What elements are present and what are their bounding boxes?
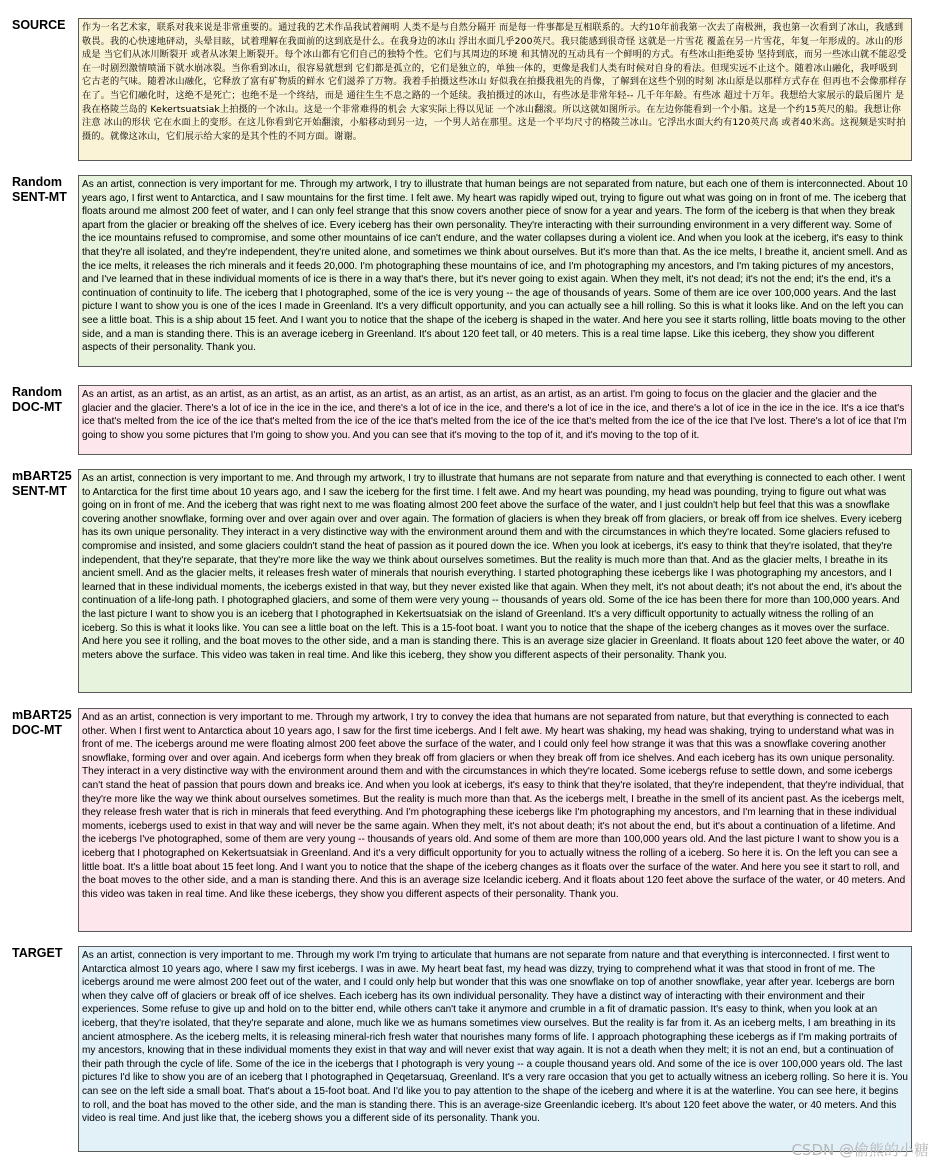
row-label-mbart25-doc-mt: mBART25 DOC-MT: [12, 708, 72, 737]
row-source: [0, 18, 943, 161]
row-label-target: TARGET: [12, 946, 63, 960]
row-label-random-doc-mt: Random DOC-MT: [12, 385, 62, 414]
watermark: CSDN @偷熊的小糖: [791, 1141, 929, 1159]
row-label-random-sent-mt: Random SENT-MT: [12, 175, 67, 204]
row-random-doc-mt: [0, 385, 943, 455]
row-random-sent-mt: [0, 175, 943, 367]
random-doc-mt-text-box: As an artist, as an artist, as an artist, as an artist, as an artist, as an artist, as an artist, as an artist, as an artist, as an artist. I'm going to focus on the glacier and the glacier and the glacier and the glacier. There's a lot of ice in the ice in the ice, and there's a lot of ice in the ice, and there's a lot of ice in the ice, and there's a lot of ice in the ice in the ice. It's a ice that's ice that's melted from the ice of the ice that's melted from the ice of the ice that's melted from the ice of the ice that's melted from the ice of the ice that I've lost. There's a lot of ice that I'm going to show you some pictures that I'm going to show you. And you can see that it's moving to the top of it, and it's moving to the top of it.: [78, 385, 912, 455]
row-label-source: SOURCE: [12, 18, 66, 32]
source-text-box: 作为一名艺术家，联系对我来说是非常重要的。通过我的艺术作品我试着阐明 人类不是与自然分隔开 而是每一件事都是互相联系的。大约10年前我第一次去了南极洲，我也第一次看到了冰山，我感到敬畏。我的心快速地砰动，头晕目眩，试着理解在我面前的这到底是什么。在我身边的冰山 浮出水面几乎200英尺。我只能感到很奇怪 这就是一片雪花 覆盖在另一片雪花，年复一年形成的。冰山的形成是 当它们从冰川断裂开 或者从冰架上断裂开。每个冰山都有它们自己的独特个性。它们与其周边的环境 和其情况的互动具有一个鲜明的方式。有些冰山拒绝妥协 坚持到底，而另一些冰山就不能忍受 在一时剧烈激情喷涌下就水崩冰裂。当你看到冰山，很容易就想到 它们都是孤立的，它们是独立的，单独一体的，更像是我们人类有时候对自身的看法。但现实远不止这个。随着冰山融化，我呼吸到 它古老的气味。随着冰山融化，它释放了富有矿物质的鲜水 它们滋养了万物。我着手拍摄这些冰山 好似我在拍摄我祖先的肖像，了解到在这些个别的时刻 冰山原是以那样方式存在 但再也不会像那样存在了。当它们融化时，这绝不是死亡；也绝不是一个终结，而是 通往生生不息之路的一个延续。我拍摄过的冰山，有些冰是非常年轻-- 几千年年龄。有些冰 超过十万年。我想给大家展示的最后图片 是我在格陵兰岛的 Kekertsuatsiak上拍摄的一个冰山。这是一个非常难得的机会 大家实际上得以见证 一个冰山翻滚。所以这就如图所示。在左边你能看到一个小船。这是一个约15英尺的船。我想让你注意 冰山的形状 它在水面上的变形。在这儿你看到它开始翻滚，小船移动到另一边，一个男人站在那里。这是一个平均尺寸的格陵兰冰山。它浮出水面大约有120英尺高 或者40米高。这视频是实时拍摄的。就像这冰山，它们展示给大家的是其个性的不同方面。谢谢。: [78, 18, 912, 161]
mbart25-doc-mt-text-box: And as an artist, connection is very important to me. Through my artwork, I try to convey the idea that humans are not separated from nature, but that everything is connected to each other. When I first went to Antarctica about 10 years ago, I saw for the first time icebergs. And I felt awe. My heart was shaking, my head was shaking, trying to understand what was in front of me. The icebergs around me were floating almost 200 feet above the surface of the water, and I could only feel how strange it was that this was a snowflake covering another snowflake, forming over and over again. And icebergs form when they break off from glaciers or when they break off from ice shelves. And each iceberg has its own unique personality. They interact in a very distinctive way with the environment around them and with the circumstances in which they're located. Some icebergs refuse to settle down, and some icebergs can't stand the heat of passion that pours down and breaks ice. And when you look at icebergs, it's easy to think that they're isolated, that they're independent, that they're individual, that they're more like the way we think about ourselves sometimes. But the reality is much more than that. As the icebergs melt, I breathe in the smell of its ancient past. As the icebergs melt, they release fresh water that is rich in minerals that feed everything. And I'm photographing these icebergs like I'm photographing my ancestors, and I'm learning that in these individual moments, icebergs used to exist in that way and will never be the same again. When they melt, it's not about death; it's not about the end, but it's about a continuation of a lifetime. And the icebergs I've photographed, some of them are very young -- thousands of years old. And some of them are more than 100,000 years old. And the last picture I want to show you is a iceberg that I photographed on Kekertsuatsiak in Greenland. And it's a very difficult opportunity for you to actually witness the rolling of a iceberg. So here it is. On the left you can see a little boat. It's a little boat about 15 feet long. And I want you to notice that the shape of the iceberg changes as it floats over the surface of the water. And here you see it start to roll, and the boat moves to the other side, and a man is standing there. And this is an average size Icelandic iceberg. And it floats about 120 feet above the surface of the water, or 40 meters. And this video was taken in real time. And like these icebergs, they show you different aspects of their personality. Thank you.: [78, 708, 912, 932]
target-text-box: As an artist, connection is very important to me. Through my work I'm trying to articulate that humans are not separate from nature and that everything is interconnected. I first went to Antarctica almost 10 years ago, where I saw my first icebergs. I was in awe. My heart beat fast, my head was dizzy, trying to comprehend what it was that stood in front of me. The icebergs around me were almost 200 feet out of the water, and I could only help but wonder that this was one snowflake on top of another snowflake, year after year. Icebergs are born when they calve off of glaciers or break off of ice shelves. Each iceberg has its own individual personality. They have a distinct way of interacting with their environment and their experiences. Some refuse to give up and hold on to the bitter end, while others can't take it anymore and crumble in a fit of dramatic passion. It's easy to think, when you look at an iceberg, that they're isolated, that they're separate and alone, much like we as humans sometimes view ourselves. But the reality is far from it. As an iceberg melts, I am breathing in its ancient atmosphere. As the iceberg melts, it is releasing mineral-rich fresh water that nourishes many forms of life. I approach photographing these icebergs as if I'm making portraits of my ancestors, knowing that in these individual moments they exist in that way and will never exist that way again. It is not a death when they melt; it is not an end, but a continuation of their path through the cycle of life. Some of the ice in the icebergs that I photograph is very young -- a couple thousand years old. And some of the ice is over 100,000 years old. The last pictures I'd like to show you are of an iceberg that I photographed in Qeqetarsuaq, Greenland. It's a very rare occasion that you get to actually witness an iceberg rolling. So here it is. You can see on the left side a small boat. That's about a 15-foot boat. And I'd like you to pay attention to the shape of the iceberg and where it is at the waterline. You can see here, it begins to roll, and the boat has moved to the other side, and the man is standing there. This is an average-size Greenlandic iceberg. It's about 120 feet above the water, or 40 meters. And this video is real time. And just like that, the iceberg shows you a different side of its personality. Thank you.: [78, 946, 912, 1152]
row-target: [0, 946, 943, 1152]
row-label-mbart25-sent-mt: mBART25 SENT-MT: [12, 469, 72, 498]
row-mbart25-sent-mt: [0, 469, 943, 693]
random-sent-mt-text-box: As an artist, connection is very important for me. Through my artwork, I try to illustrate that human beings are not separated from nature, but each one of them is interconnected. About 10 years ago, I first went to Antarctica, and I saw mountains for the first time. I felt awe. My heart was rapidly wiped out, trying to figure out what was going on in front of me. The iceberg that floats around me almost 200 feet of water, and I can only feel strange that this snow covers another piece of snow for a year and years. The form of the iceberg is that when they break apart from the glacier or breaking off the shelves of ice. Every iceberg has their own personality. They're interacting with their surrounding environment in a very different way. Some of the ice mountains refused to compromise, and some other mountains of ice can't endure, and the water collapses during a violent ice. And when you look at the iceberg, it's easy to think that they're all isolated, and they're independent, they're united alone, and sometimes we think about ourselves. But it's more than that. As the ice melts, I breathe it, ancient smell. And as the ice melts, it releases the rich minerals and it feeds 20,000. I'm photographing these mountains of ice, and I'm photographing my ancestors, and I'm taking pictures of my ancestors, and I've learned that in these individual moments of ice is there in a way that's there, but it's never going to exist again. When they melt, it's not dead; it's not the end; it's the end, it's a continuation of continuity to life. The iceberg that I photographed, some of the ice is very young -- the age of thousands of years. Some of them are ice over 100,000 years. And the last picture I want to show you is one of the ices I made in Greenland. It's a very difficult opportunity, and you can actually see a hill rolling. So this is what it looks like. And on the left you can see a little boat. This is a ship about 15 feet. And I want you to notice that the shape of the iceberg is shaped in the water. And here you see it starts rolling, little boats moving to the other side, and a man is standing there. This is an average iceberg in Greenland. It's about 120 feet tall, or 40 meters. This is a real time lapse. Like this iceberg, they show you different aspects of their personality. Thank you.: [78, 175, 912, 367]
mbart25-sent-mt-text-box: As an artist, connection is very important to me. And through my artwork, I try to illustrate that humans are not separate from nature and that everything is connected to each other. I went to Antarctica for the first time about 10 years ago, and I saw the iceberg for the first time. I felt awe. And my heart was pounding, my head was pounding, trying to figure out what was going on in front of me. And the iceberg that was right next to me was floating almost 200 feet above the surface of the water, and I just couldn't help but feel that this was a snowflake covering another snowflake, forming over and over again over and over again. The formation of glaciers is when they break off from glaciers, or break off from ice shelves. Every iceberg has its own unique personality. They interact in a very distinctive way with the environment around them and with the circumstances in which they're located. Some glaciers refused to compromise and insisted, and some glaciers couldn't stand the heat of passion as it poured down the ice. When you look at icebergs, it's easy to think that they're isolated, that they're independent, that they're separate, that they're more like the way we think about ourselves sometimes. But the reality is much more than that. And as the glacier melts, I breathe in its ancient smell. And as the glacier melts, it releases fresh water of minerals that nourish everything. I started photographing these icebergs like I was photographing my ancestors, and I learned that in these individual moments, the icebergs existed in that way, but they never existed like that again. When they melt, it's not about death; it's not about the end, it's about the continuation of a life-long path. I photographed glaciers, and some of them were very young -- thousands of years old. Some of the ice has been there for more than 100,000 years. And the last picture I want to show you is an iceberg that I photographed in Kekertsuatsiak on the island of Greenland. It's a very difficult opportunity to actually witness the rolling of an iceberg. So this is what it looks like. You can see a little boat on the left. This is a 15-foot boat. I want you to notice that the shape of the iceberg changes as it moves over the surface. And here you see it rolling, and the boat moves to the other side, and a man is standing there. This is an average size glacier in Greenland. It floats about 120 feet above the water, or 40 meters above the surface. This video was taken in real time. And like this iceberg, they show you different aspects of their personality. Thank you.: [78, 469, 912, 693]
row-mbart25-doc-mt: [0, 708, 943, 932]
